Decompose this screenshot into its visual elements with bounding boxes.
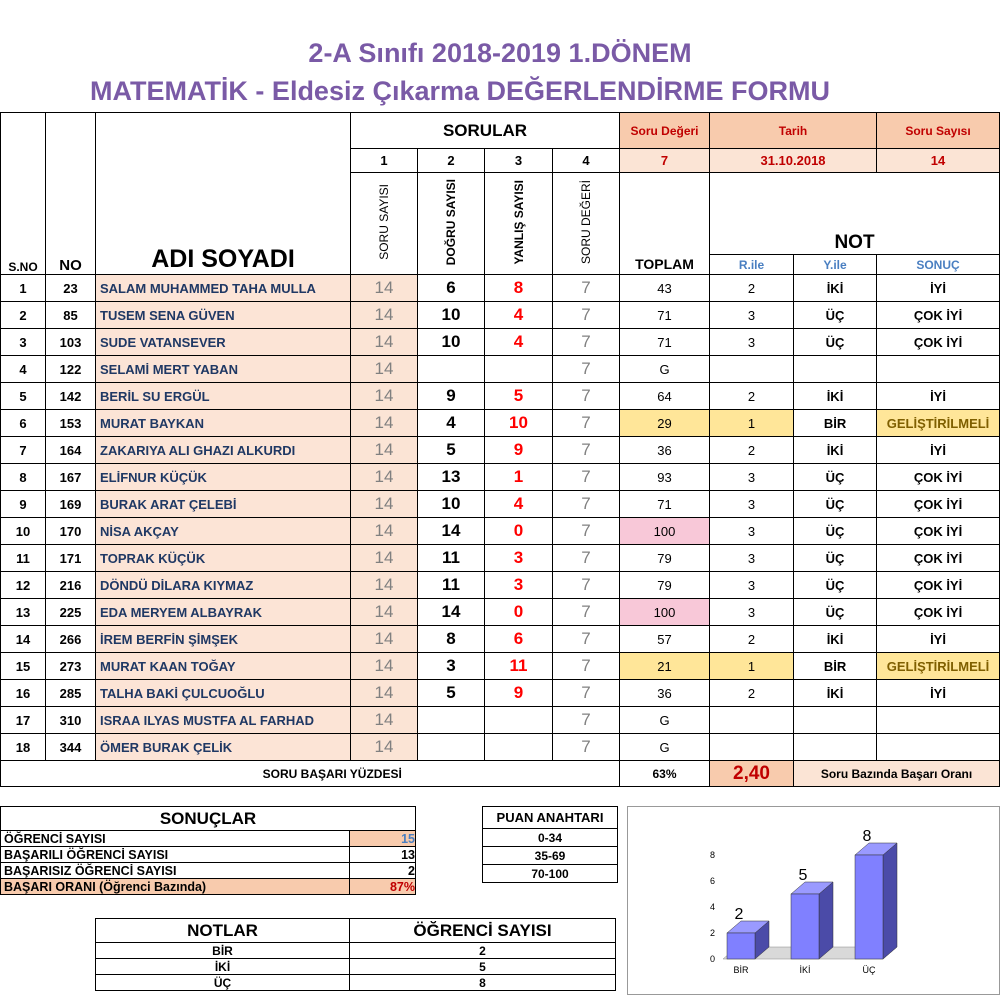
y-tick-label: 6: [709, 876, 715, 886]
dogru-cell: 14: [418, 599, 485, 626]
dogru-cell: 5: [418, 437, 485, 464]
bar: [727, 933, 755, 959]
notlar-row-2-count: 5: [350, 959, 616, 975]
student-row: [1, 626, 1000, 653]
yazi-not-cell: ÜÇ: [794, 302, 877, 329]
sonuc-cell: GELİŞTİRİLMELİ: [877, 653, 1000, 680]
student-no-cell: 164: [46, 437, 96, 464]
puan-anahtari-table: [482, 806, 618, 883]
sno-cell: 11: [1, 545, 46, 572]
toplam-cell: 43: [620, 275, 710, 302]
student-no-cell: 23: [46, 275, 96, 302]
sno-cell: 2: [1, 302, 46, 329]
soru-degeri-cell: 7: [553, 464, 620, 491]
yanlis-cell: [485, 734, 553, 761]
yanlis-cell: 0: [485, 518, 553, 545]
toplam-cell: 93: [620, 464, 710, 491]
yanlis-cell: 0: [485, 599, 553, 626]
student-row: [1, 410, 1000, 437]
yanlis-cell: [485, 707, 553, 734]
evaluation-table: [0, 112, 1000, 787]
soru-degeri-cell: 7: [553, 734, 620, 761]
basarili-label: BAŞARILI ÖĞRENCİ SAYISI: [1, 847, 350, 863]
q-number-4: 4: [553, 149, 620, 173]
dogru-cell: 13: [418, 464, 485, 491]
yazi-not-cell: BİR: [794, 653, 877, 680]
sonuclar-title: SONUÇLAR: [1, 807, 416, 831]
rakam-not-cell: 2: [710, 437, 794, 464]
student-row: [1, 302, 1000, 329]
rakam-not-cell: 2: [710, 626, 794, 653]
sno-cell: 14: [1, 626, 46, 653]
q-number-2: 2: [418, 149, 485, 173]
dogru-cell: 10: [418, 491, 485, 518]
rakam-not-cell: 3: [710, 572, 794, 599]
toplam-cell: 36: [620, 680, 710, 707]
sonuclar-table: [0, 806, 416, 895]
student-no-cell: 153: [46, 410, 96, 437]
notlar-row-1-not: BİR: [96, 943, 350, 959]
sno-cell: 4: [1, 356, 46, 383]
ogrenci-sayisi-label: ÖĞRENCİ SAYISI: [1, 831, 350, 847]
student-row: [1, 734, 1000, 761]
not-header: NOT: [710, 173, 1000, 255]
yazi-not-cell: [794, 707, 877, 734]
bar-data-label: 2: [734, 906, 744, 923]
sonuc-cell: İYİ: [877, 437, 1000, 464]
student-row: [1, 275, 1000, 302]
yazi-not-cell: ÜÇ: [794, 518, 877, 545]
student-name-cell: ELİFNUR KÜÇÜK: [96, 464, 351, 491]
soru-degeri-cell: 7: [553, 572, 620, 599]
ogrenci-sayisi-value: 15: [350, 831, 416, 847]
soru-degeri-cell: 7: [553, 653, 620, 680]
toplam-cell: 29: [620, 410, 710, 437]
toplam-cell: 36: [620, 437, 710, 464]
dogru-cell: 10: [418, 302, 485, 329]
rakam-not-cell: 3: [710, 329, 794, 356]
rakam-not-cell: [710, 734, 794, 761]
soru-sayisi-cell: 14: [351, 410, 418, 437]
sno-header: S.NO: [1, 113, 46, 275]
soru-sayisi-cell: 14: [351, 545, 418, 572]
student-name-cell: TUSEM SENA GÜVEN: [96, 302, 351, 329]
student-row: [1, 518, 1000, 545]
dogru-cell: 14: [418, 518, 485, 545]
dogru-cell: [418, 734, 485, 761]
student-no-cell: 273: [46, 653, 96, 680]
x-category-label: ÜÇ: [862, 965, 876, 975]
student-no-cell: 216: [46, 572, 96, 599]
q-label-1: [351, 173, 418, 275]
bar-side: [819, 882, 833, 959]
sonuc-cell: ÇOK İYİ: [877, 518, 1000, 545]
sno-cell: 12: [1, 572, 46, 599]
student-row: [1, 653, 1000, 680]
soru-sayisi-cell: 14: [351, 734, 418, 761]
soru-degeri-cell: 7: [553, 356, 620, 383]
q-label-2-text: DOĞRU SAYISI: [444, 178, 458, 266]
notlar-row-2-not: İKİ: [96, 959, 350, 975]
sonuc-cell: ÇOK İYİ: [877, 572, 1000, 599]
yanlis-cell: 3: [485, 545, 553, 572]
soru-degeri-cell: 7: [553, 545, 620, 572]
q-label-4-text: SORU DEĞERİ: [579, 179, 593, 264]
toplam-cell: G: [620, 734, 710, 761]
toplam-cell: 79: [620, 572, 710, 599]
sonuc-cell: [877, 734, 1000, 761]
student-row: [1, 329, 1000, 356]
toplam-cell: 100: [620, 518, 710, 545]
sonuc-cell: ÇOK İYİ: [877, 599, 1000, 626]
rakam-not-cell: 2: [710, 275, 794, 302]
soru-basari-value: 63%: [620, 761, 710, 787]
bar-side: [883, 843, 897, 959]
sno-cell: 13: [1, 599, 46, 626]
yazi-not-cell: ÜÇ: [794, 599, 877, 626]
student-name-cell: BURAK ARAT ÇELEBİ: [96, 491, 351, 518]
sonuc-cell: ÇOK İYİ: [877, 545, 1000, 572]
soru-sayisi-cell: 14: [351, 275, 418, 302]
puan-range-1: 0-34: [483, 829, 618, 847]
rakam-not-cell: 3: [710, 599, 794, 626]
soru-degeri-cell: 7: [553, 410, 620, 437]
notlar-col2-header: ÖĞRENCİ SAYISI: [350, 919, 616, 943]
soru-degeri-value: 7: [620, 149, 710, 173]
sno-cell: 15: [1, 653, 46, 680]
soru-degeri-cell: 7: [553, 275, 620, 302]
soru-bazinda-label: Soru Bazında Başarı Oranı: [794, 761, 1000, 787]
tarih-label: Tarih: [710, 113, 877, 149]
toplam-cell: G: [620, 707, 710, 734]
yazi-not-cell: İKİ: [794, 383, 877, 410]
notlar-col1-header: NOTLAR: [96, 919, 350, 943]
soru-degeri-cell: 7: [553, 329, 620, 356]
basari-orani-label: BAŞARI ORANI (Öğrenci Bazında): [1, 879, 350, 895]
sonuc-cell: [877, 707, 1000, 734]
student-no-cell: 170: [46, 518, 96, 545]
yazi-not-cell: İKİ: [794, 437, 877, 464]
student-row: [1, 572, 1000, 599]
toplam-cell: G: [620, 356, 710, 383]
q-number-1: 1: [351, 149, 418, 173]
student-row: [1, 356, 1000, 383]
student-no-cell: 122: [46, 356, 96, 383]
student-no-cell: 169: [46, 491, 96, 518]
bar: [791, 894, 819, 959]
sonuc-cell: ÇOK İYİ: [877, 491, 1000, 518]
yazi-not-cell: ÜÇ: [794, 464, 877, 491]
ortalama-value: 2,40: [710, 761, 794, 787]
yanlis-cell: 4: [485, 329, 553, 356]
x-category-label: BİR: [733, 965, 749, 975]
toplam-cell: 64: [620, 383, 710, 410]
soru-degeri-cell: 7: [553, 302, 620, 329]
yanlis-cell: 10: [485, 410, 553, 437]
soru-sayisi-cell: 14: [351, 302, 418, 329]
dogru-cell: 9: [418, 383, 485, 410]
dogru-cell: 4: [418, 410, 485, 437]
sno-cell: 3: [1, 329, 46, 356]
soru-sayisi-cell: 14: [351, 680, 418, 707]
student-name-cell: SUDE VATANSEVER: [96, 329, 351, 356]
notlar-row-3-not: ÜÇ: [96, 975, 350, 991]
dogru-cell: 6: [418, 275, 485, 302]
sno-cell: 8: [1, 464, 46, 491]
q-label-3: [485, 173, 553, 275]
sonuc-cell: İYİ: [877, 383, 1000, 410]
yanlis-cell: 9: [485, 680, 553, 707]
toplam-cell: 79: [620, 545, 710, 572]
soru-sayisi-cell: 14: [351, 572, 418, 599]
rakam-not-cell: 1: [710, 410, 794, 437]
sonuc-header: SONUÇ: [877, 255, 1000, 275]
y-tick-label: 2: [709, 928, 715, 938]
sno-cell: 1: [1, 275, 46, 302]
toplam-cell: 100: [620, 599, 710, 626]
yazi-not-cell: ÜÇ: [794, 545, 877, 572]
no-header: NO: [46, 113, 96, 275]
rakam-not-cell: [710, 356, 794, 383]
rakam-not-cell: [710, 707, 794, 734]
soru-sayisi-cell: 14: [351, 599, 418, 626]
q-number-3: 3: [485, 149, 553, 173]
y-tick-label: 8: [709, 850, 715, 860]
rakam-not-cell: 3: [710, 491, 794, 518]
yanlis-cell: 6: [485, 626, 553, 653]
tarih-value: 31.10.2018: [710, 149, 877, 173]
sno-cell: 7: [1, 437, 46, 464]
student-no-cell: 142: [46, 383, 96, 410]
sno-cell: 16: [1, 680, 46, 707]
notlar-row-3-count: 8: [350, 975, 616, 991]
yazi-not-cell: BİR: [794, 410, 877, 437]
rakam-not-cell: 3: [710, 545, 794, 572]
student-name-cell: MURAT KAAN TOĞAY: [96, 653, 351, 680]
toplam-cell: 71: [620, 302, 710, 329]
toplam-spacer: [620, 173, 710, 255]
soru-sayisi-cell: 14: [351, 518, 418, 545]
bar: [855, 855, 883, 959]
soru-sayisi-cell: 14: [351, 653, 418, 680]
sno-cell: 17: [1, 707, 46, 734]
footer-spacer: [1, 761, 46, 787]
student-no-cell: 103: [46, 329, 96, 356]
rile-header: R.ile: [710, 255, 794, 275]
toplam-cell: 21: [620, 653, 710, 680]
sonuc-cell: ÇOK İYİ: [877, 302, 1000, 329]
basari-orani-value: 87%: [350, 879, 416, 895]
dogru-cell: 8: [418, 626, 485, 653]
q-label-4: [553, 173, 620, 275]
student-row: [1, 437, 1000, 464]
sonuc-cell: İYİ: [877, 275, 1000, 302]
student-no-cell: 171: [46, 545, 96, 572]
sonuc-cell: ÇOK İYİ: [877, 464, 1000, 491]
student-no-cell: 266: [46, 626, 96, 653]
yile-header: Y.ile: [794, 255, 877, 275]
sorular-header: SORULAR: [351, 113, 620, 149]
student-name-cell: MURAT BAYKAN: [96, 410, 351, 437]
dogru-cell: 10: [418, 329, 485, 356]
name-header: ADI SOYADI: [96, 113, 351, 275]
soru-sayisi-value: 14: [877, 149, 1000, 173]
yazi-not-cell: ÜÇ: [794, 491, 877, 518]
student-name-cell: SELAMİ MERT YABAN: [96, 356, 351, 383]
student-row: [1, 464, 1000, 491]
yazi-not-cell: ÜÇ: [794, 329, 877, 356]
student-name-cell: NİSA AKÇAY: [96, 518, 351, 545]
soru-sayisi-cell: 14: [351, 383, 418, 410]
student-no-cell: 85: [46, 302, 96, 329]
dogru-cell: [418, 356, 485, 383]
student-row: [1, 599, 1000, 626]
soru-degeri-cell: 7: [553, 626, 620, 653]
soru-degeri-label: Soru Değeri: [620, 113, 710, 149]
puan-range-3: 70-100: [483, 865, 618, 883]
toplam-cell: 57: [620, 626, 710, 653]
student-no-cell: 344: [46, 734, 96, 761]
soru-sayisi-cell: 14: [351, 356, 418, 383]
y-tick-label: 0: [709, 954, 715, 964]
student-row: [1, 383, 1000, 410]
student-name-cell: EDA MERYEM ALBAYRAK: [96, 599, 351, 626]
q-label-1-text: SORU SAYISI: [377, 184, 391, 260]
sno-cell: 10: [1, 518, 46, 545]
soru-degeri-cell: 7: [553, 599, 620, 626]
basarisiz-label: BAŞARISIZ ÖĞRENCİ SAYISI: [1, 863, 350, 879]
sonuc-cell: [877, 356, 1000, 383]
yanlis-cell: 5: [485, 383, 553, 410]
rakam-not-cell: 2: [710, 383, 794, 410]
bar-data-label: 8: [862, 828, 872, 845]
y-tick-label: 4: [709, 902, 715, 912]
student-no-cell: 225: [46, 599, 96, 626]
sno-cell: 6: [1, 410, 46, 437]
yanlis-cell: 11: [485, 653, 553, 680]
student-name-cell: İREM BERFİN ŞİMŞEK: [96, 626, 351, 653]
soru-sayisi-cell: 14: [351, 626, 418, 653]
yanlis-cell: 4: [485, 491, 553, 518]
toplam-cell: 71: [620, 329, 710, 356]
student-row: [1, 680, 1000, 707]
dogru-cell: 5: [418, 680, 485, 707]
student-row: [1, 491, 1000, 518]
student-no-cell: 285: [46, 680, 96, 707]
form-title-line1: 2-A Sınıfı 2018-2019 1.DÖNEM: [308, 38, 692, 68]
student-name-cell: DÖNDÜ DİLARA KIYMAZ: [96, 572, 351, 599]
toplam-cell: 71: [620, 491, 710, 518]
soru-sayisi-cell: 14: [351, 437, 418, 464]
student-name-cell: TOPRAK KÜÇÜK: [96, 545, 351, 572]
yanlis-cell: 3: [485, 572, 553, 599]
form-title-line2: MATEMATİK - Eldesiz Çıkarma DEĞERLENDİRME FORMU: [89, 76, 831, 106]
soru-sayisi-cell: 14: [351, 464, 418, 491]
sonuc-cell: GELİŞTİRİLMELİ: [877, 410, 1000, 437]
soru-degeri-cell: 7: [553, 491, 620, 518]
toplam-header: TOPLAM: [620, 255, 710, 275]
student-name-cell: ZAKARIYA ALI GHAZI ALKURDI: [96, 437, 351, 464]
sno-cell: 9: [1, 491, 46, 518]
sno-cell: 18: [1, 734, 46, 761]
yazi-not-cell: İKİ: [794, 275, 877, 302]
sonuc-cell: İYİ: [877, 680, 1000, 707]
yanlis-cell: 8: [485, 275, 553, 302]
puan-range-2: 35-69: [483, 847, 618, 865]
x-category-label: İKİ: [799, 965, 811, 975]
soru-sayisi-cell: 14: [351, 329, 418, 356]
soru-sayisi-cell: 14: [351, 491, 418, 518]
sonuc-cell: İYİ: [877, 626, 1000, 653]
rakam-not-cell: 1: [710, 653, 794, 680]
yanlis-cell: 4: [485, 302, 553, 329]
q-label-3-text: YANLIŞ SAYISI: [511, 179, 526, 265]
rakam-not-cell: 3: [710, 302, 794, 329]
grade-chart-box: [627, 806, 1000, 995]
rakam-not-cell: 3: [710, 518, 794, 545]
yanlis-cell: [485, 356, 553, 383]
student-name-cell: ÖMER BURAK ÇELİK: [96, 734, 351, 761]
yazi-not-cell: ÜÇ: [794, 572, 877, 599]
yanlis-cell: 9: [485, 437, 553, 464]
soru-degeri-cell: 7: [553, 680, 620, 707]
notlar-row-1-count: 2: [350, 943, 616, 959]
dogru-cell: 11: [418, 572, 485, 599]
rakam-not-cell: 2: [710, 680, 794, 707]
bar-data-label: 5: [798, 867, 808, 884]
q-label-2: [418, 173, 485, 275]
yazi-not-cell: İKİ: [794, 626, 877, 653]
sno-cell: 5: [1, 383, 46, 410]
yazi-not-cell: [794, 356, 877, 383]
soru-sayisi-label: Soru Sayısı: [877, 113, 1000, 149]
yanlis-cell: 1: [485, 464, 553, 491]
student-name-cell: ISRAA ILYAS MUSTFA AL FARHAD: [96, 707, 351, 734]
yazi-not-cell: [794, 734, 877, 761]
soru-sayisi-cell: 14: [351, 707, 418, 734]
soru-degeri-cell: 7: [553, 437, 620, 464]
dogru-cell: 3: [418, 653, 485, 680]
notlar-table: [95, 918, 616, 991]
soru-degeri-cell: 7: [553, 707, 620, 734]
student-no-cell: 310: [46, 707, 96, 734]
yazi-not-cell: İKİ: [794, 680, 877, 707]
grade-bar-chart: [628, 807, 999, 994]
soru-degeri-cell: 7: [553, 518, 620, 545]
rakam-not-cell: 3: [710, 464, 794, 491]
soru-basari-label: SORU BAŞARI YÜZDESİ: [46, 761, 620, 787]
soru-degeri-cell: 7: [553, 383, 620, 410]
sonuc-cell: ÇOK İYİ: [877, 329, 1000, 356]
student-name-cell: SALAM MUHAMMED TAHA MULLA: [96, 275, 351, 302]
student-row: [1, 545, 1000, 572]
basarili-value: 13: [350, 847, 416, 863]
student-no-cell: 167: [46, 464, 96, 491]
basarisiz-value: 2: [350, 863, 416, 879]
student-row: [1, 707, 1000, 734]
student-name-cell: TALHA BAKİ ÇULCUOĞLU: [96, 680, 351, 707]
student-name-cell: BERİL SU ERGÜL: [96, 383, 351, 410]
dogru-cell: 11: [418, 545, 485, 572]
dogru-cell: [418, 707, 485, 734]
puan-anahtari-title: PUAN ANAHTARI: [483, 807, 618, 829]
